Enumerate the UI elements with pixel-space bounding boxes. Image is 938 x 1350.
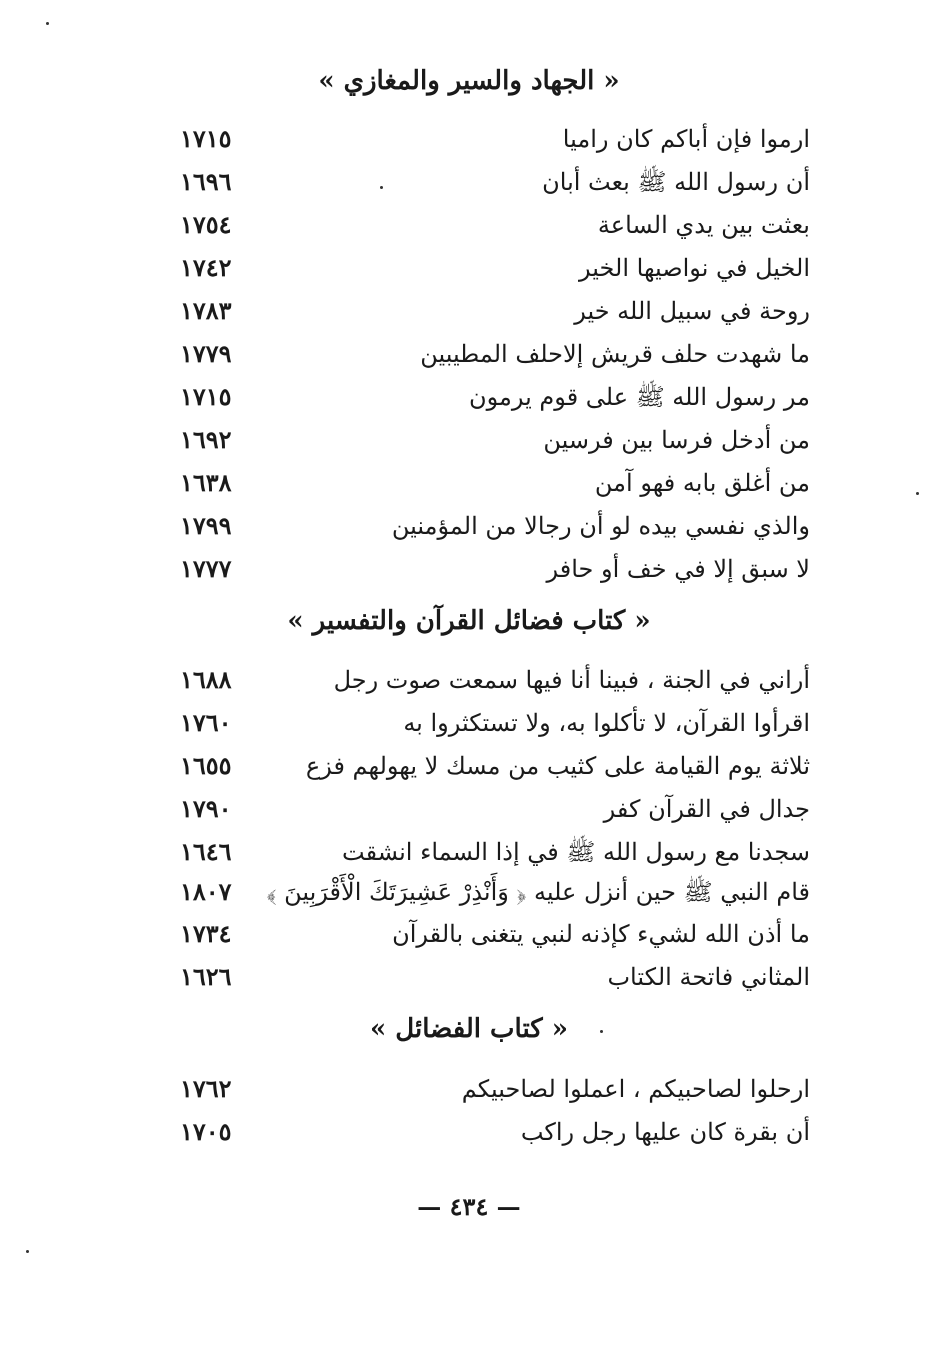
entry-text: سجدنا مع رسول الله ﷺ في إذا السماء انشقت	[342, 838, 810, 866]
entry-text: والذي نفسي بيده لو أن رجالا من المؤمنين	[391, 512, 810, 540]
entry-text: أراني في الجنة ، فبينا أنا فيها سمعت صوت رجل	[333, 666, 810, 694]
entry-number: ١٧٥٤	[180, 210, 232, 239]
entry-number: ١٦٣٨	[180, 468, 232, 497]
entry-number: ١٦٨٨	[180, 665, 232, 694]
index-entry	[150, 162, 810, 202]
index-entry	[150, 291, 810, 331]
entry-text: أن بقرة كان عليها رجل راكب	[520, 1118, 810, 1146]
index-entry	[150, 463, 810, 503]
index-entry	[150, 1069, 810, 1109]
scan-speck	[26, 1250, 29, 1253]
entry-text: أن رسول الله ﷺ بعث أبان	[542, 168, 810, 196]
entry-number: ١٨٠٧	[180, 877, 232, 906]
entry-text: ما أذن الله لشيء كإذنه لنبي يتغنى بالقرآن	[392, 920, 810, 948]
entry-text: المثاني فاتحة الكتاب	[607, 963, 810, 991]
entry-text: من أدخل فرسا بين فرسين	[543, 426, 810, 454]
entry-text: الخيل في نواصيها الخير	[579, 254, 810, 282]
entry-text: لا سبق إلا في خف أو حافر	[546, 555, 810, 583]
entry-text: مر رسول الله ﷺ على قوم يرمون	[469, 383, 810, 411]
entry-number: ١٧٦٠	[180, 708, 232, 737]
entry-text: ارموا فإن أباكم كان راميا	[562, 125, 810, 153]
entry-text: ارحلوا لصاحبيكم ، اعملوا لصاحبيكم	[461, 1075, 810, 1103]
index-entry	[150, 248, 810, 288]
index-entry	[150, 832, 810, 872]
entry-text: ما شهدت حلف قريش إلاحلف المطيبين	[420, 340, 810, 368]
entry-number: ١٦٩٢	[180, 425, 232, 454]
entry-number: ١٧٣٤	[180, 919, 232, 948]
index-entry	[150, 506, 810, 546]
entry-number: ١٧٧٧	[180, 554, 232, 583]
entry-number: ١٧٩٩	[180, 511, 232, 540]
section-heading-jihad: « الجهاد والسير والمغازي »	[318, 66, 620, 96]
entry-number: ١٦٥٥	[180, 751, 232, 780]
entry-text: اقرأوا القرآن، لا تأكلوا به، ولا تستكثروا به	[403, 709, 810, 737]
entry-number: ١٧٩٠	[180, 794, 232, 823]
entry-number: ١٧٠٥	[180, 1117, 232, 1146]
index-entry	[150, 789, 810, 829]
scan-speck	[600, 1030, 603, 1033]
entry-number: ١٦٤٦	[180, 837, 232, 866]
index-entry	[150, 660, 810, 700]
entry-number: ١٦٩٦	[180, 167, 232, 196]
index-entry	[150, 914, 810, 954]
scan-speck	[46, 22, 49, 25]
entry-text: ثلاثة يوم القيامة على كثيب من مسك لا يهولهم فزع	[305, 752, 810, 780]
index-entry	[150, 420, 810, 460]
section-heading-quran-virtues: « كتاب فضائل القرآن والتفسير »	[287, 606, 651, 636]
entry-number: ١٧٦٢	[180, 1074, 232, 1103]
entry-text: بعثت بين يدي الساعة	[597, 211, 810, 239]
index-entry	[150, 549, 810, 589]
entry-text: قام النبي ﷺ حين أنزل عليه ﴿ وَأَنْذِرْ عَشِيرَتَكَ الْأَقْرَبِينَ ﴾	[266, 878, 810, 906]
entry-number: ١٧١٥	[180, 124, 232, 153]
page-number: — ٤٣٤ —	[417, 1192, 521, 1221]
index-entry	[150, 746, 810, 786]
entry-text: جدال في القرآن كفر	[603, 795, 810, 823]
entry-text: من أغلق بابه فهو آمن	[594, 469, 810, 497]
index-entry	[150, 119, 810, 159]
index-entry	[150, 957, 810, 997]
section-heading-virtues: « كتاب الفضائل »	[370, 1014, 568, 1044]
scan-speck	[916, 492, 919, 495]
index-entry	[150, 334, 810, 374]
index-entry	[150, 703, 810, 743]
index-entry	[150, 1112, 810, 1152]
index-entry	[150, 377, 810, 417]
entry-text: روحة في سبيل الله خير	[574, 297, 810, 325]
entry-number: ١٦٢٦	[180, 962, 232, 991]
index-entry	[150, 872, 810, 912]
index-entry	[150, 205, 810, 245]
entry-number: ١٧٨٣	[180, 296, 232, 325]
scan-speck	[380, 186, 383, 189]
entry-number: ١٧٧٩	[180, 339, 232, 368]
entry-number: ١٧٤٢	[180, 253, 232, 282]
entry-number: ١٧١٥	[180, 382, 232, 411]
